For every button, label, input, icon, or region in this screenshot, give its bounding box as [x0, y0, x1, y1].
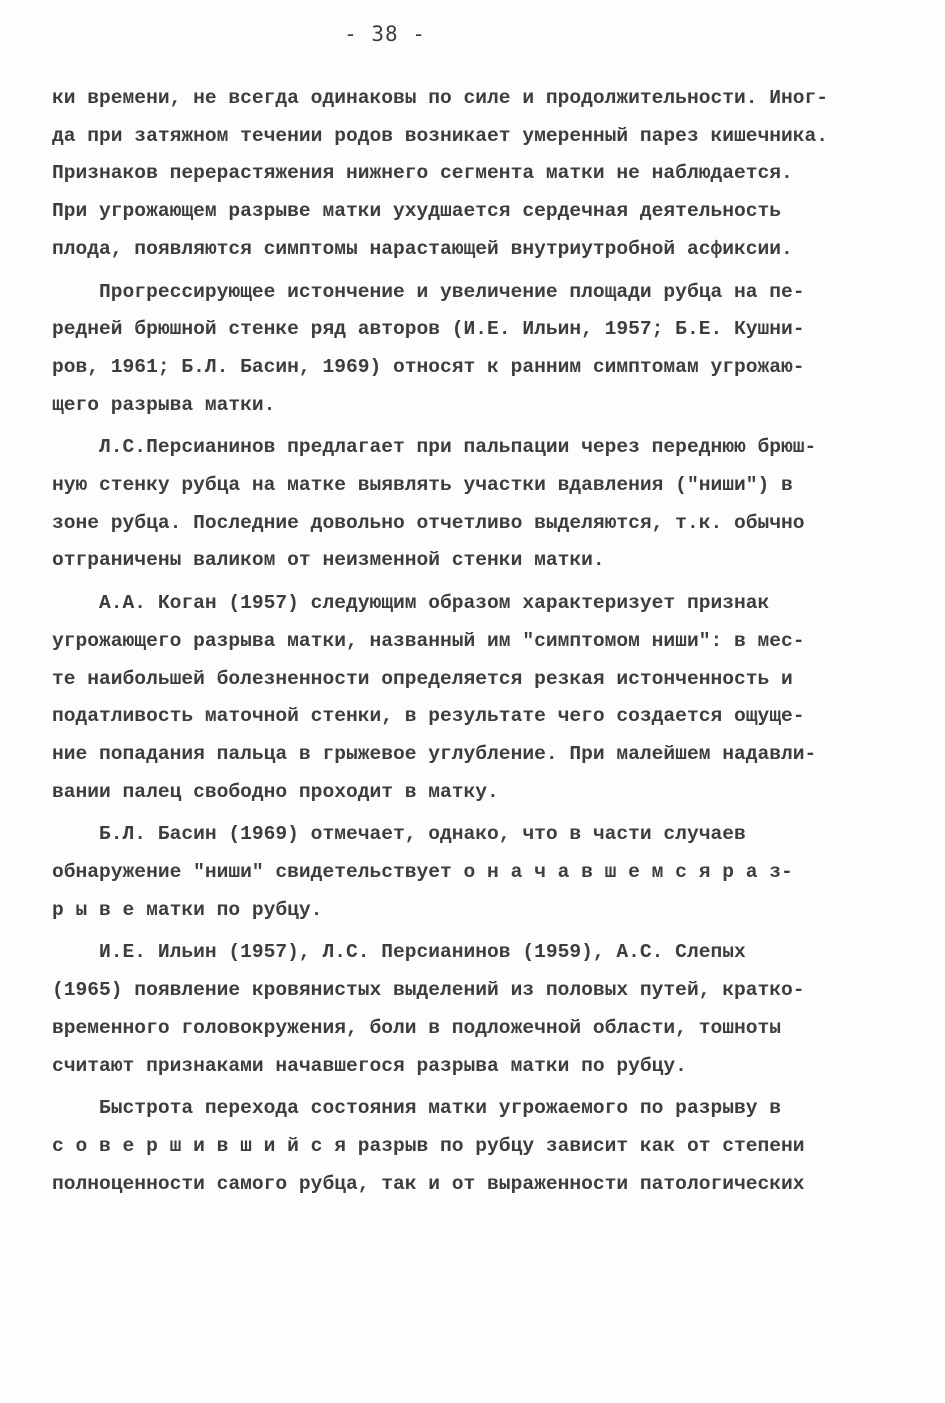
text-line: податливость маточной стенки, в результате чего создается ощуще- — [52, 705, 805, 728]
text-line: вании палец свободно проходит в матку. — [52, 780, 499, 803]
text-line: полноценности самого рубца, так и от выраженности патологических — [52, 1172, 805, 1195]
text-line: плода, появляются симптомы нарастающей внутриутробной асфиксии. — [52, 237, 793, 260]
text-line: Л.С.Персианинов предлагает при пальпации через переднюю брюш- — [52, 436, 817, 459]
text-line: ки времени, не всегда одинаковы по силе и продолжительности. Иног- — [52, 87, 829, 109]
paragraph — [52, 816, 902, 929]
paragraph — [52, 274, 902, 425]
text-line: ние попадания пальца в грыжевое углубление. При малейшем надавли- — [52, 742, 817, 765]
text-line: щего разрыва матки. — [52, 393, 276, 416]
text-line: И.Е. Ильин (1957), Л.С. Персианинов (1959), А.С. Слепых — [52, 941, 746, 964]
text-line: да при затяжном течении родов возникает умеренный парез кишечника. — [52, 124, 829, 147]
text-line: временного головокружения, боли в подложечной области, тошноты — [52, 1016, 782, 1039]
paragraph — [52, 934, 902, 1085]
paragraph — [52, 80, 902, 269]
text-line: (1965) появление кровянистых выделений из половых путей, кратко- — [52, 979, 805, 1002]
text-line: редней брюшной стенке ряд авторов (И.Е. Ильин, 1957; Б.Е. Кушни- — [52, 318, 805, 341]
text-line: Признаков перерастяжения нижнего сегмента матки не наблюдается. — [52, 162, 793, 185]
page-number: - 38 - — [344, 22, 426, 46]
text-line: зоне рубца. Последние довольно отчетливо выделяются, т.к. обычно — [52, 511, 805, 534]
text-line: р ы в е матки по рубцу. — [52, 898, 323, 921]
text-line: те наибольшей болезненности определяется резкая истонченность и — [52, 667, 793, 690]
text-line: ров, 1961; Б.Л. Басин, 1969) относят к ранним симптомам угрожаю- — [52, 355, 805, 378]
text-line: ную стенку рубца на матке выявлять участки вдавления ("ниши") в — [52, 474, 793, 497]
paragraph — [52, 1090, 902, 1203]
text-line: Быстрота перехода состояния матки угрожаемого по разрыву в — [52, 1097, 782, 1120]
text-line: При угрожающем разрыве матки ухудшается сердечная деятельность — [52, 200, 782, 223]
text-line: Б.Л. Басин (1969) отмечает, однако, что в части случаев — [52, 823, 746, 846]
text-line: обнаружение "ниши" свидетельствует о н а ч а в ш е м с я р а з- — [52, 861, 793, 884]
body-text — [52, 80, 902, 1203]
paragraph — [52, 585, 902, 811]
text-line: Прогрессирующее истончение и увеличение площади рубца на пе- — [52, 280, 805, 303]
text-line: с о в е р ш и в ш и й с я разрыв по рубцу зависит как от степени — [52, 1134, 805, 1157]
paragraph — [52, 429, 902, 580]
text-line: отграничены валиком от неизменной стенки матки. — [52, 549, 605, 572]
text-line: угрожающего разрыва матки, названный им "симптомом ниши": в мес- — [52, 629, 805, 652]
text-line: А.А. Коган (1957) следующим образом характеризует признак — [52, 592, 770, 615]
text-line: считают признаками начавшегося разрыва матки по рубцу. — [52, 1054, 687, 1077]
